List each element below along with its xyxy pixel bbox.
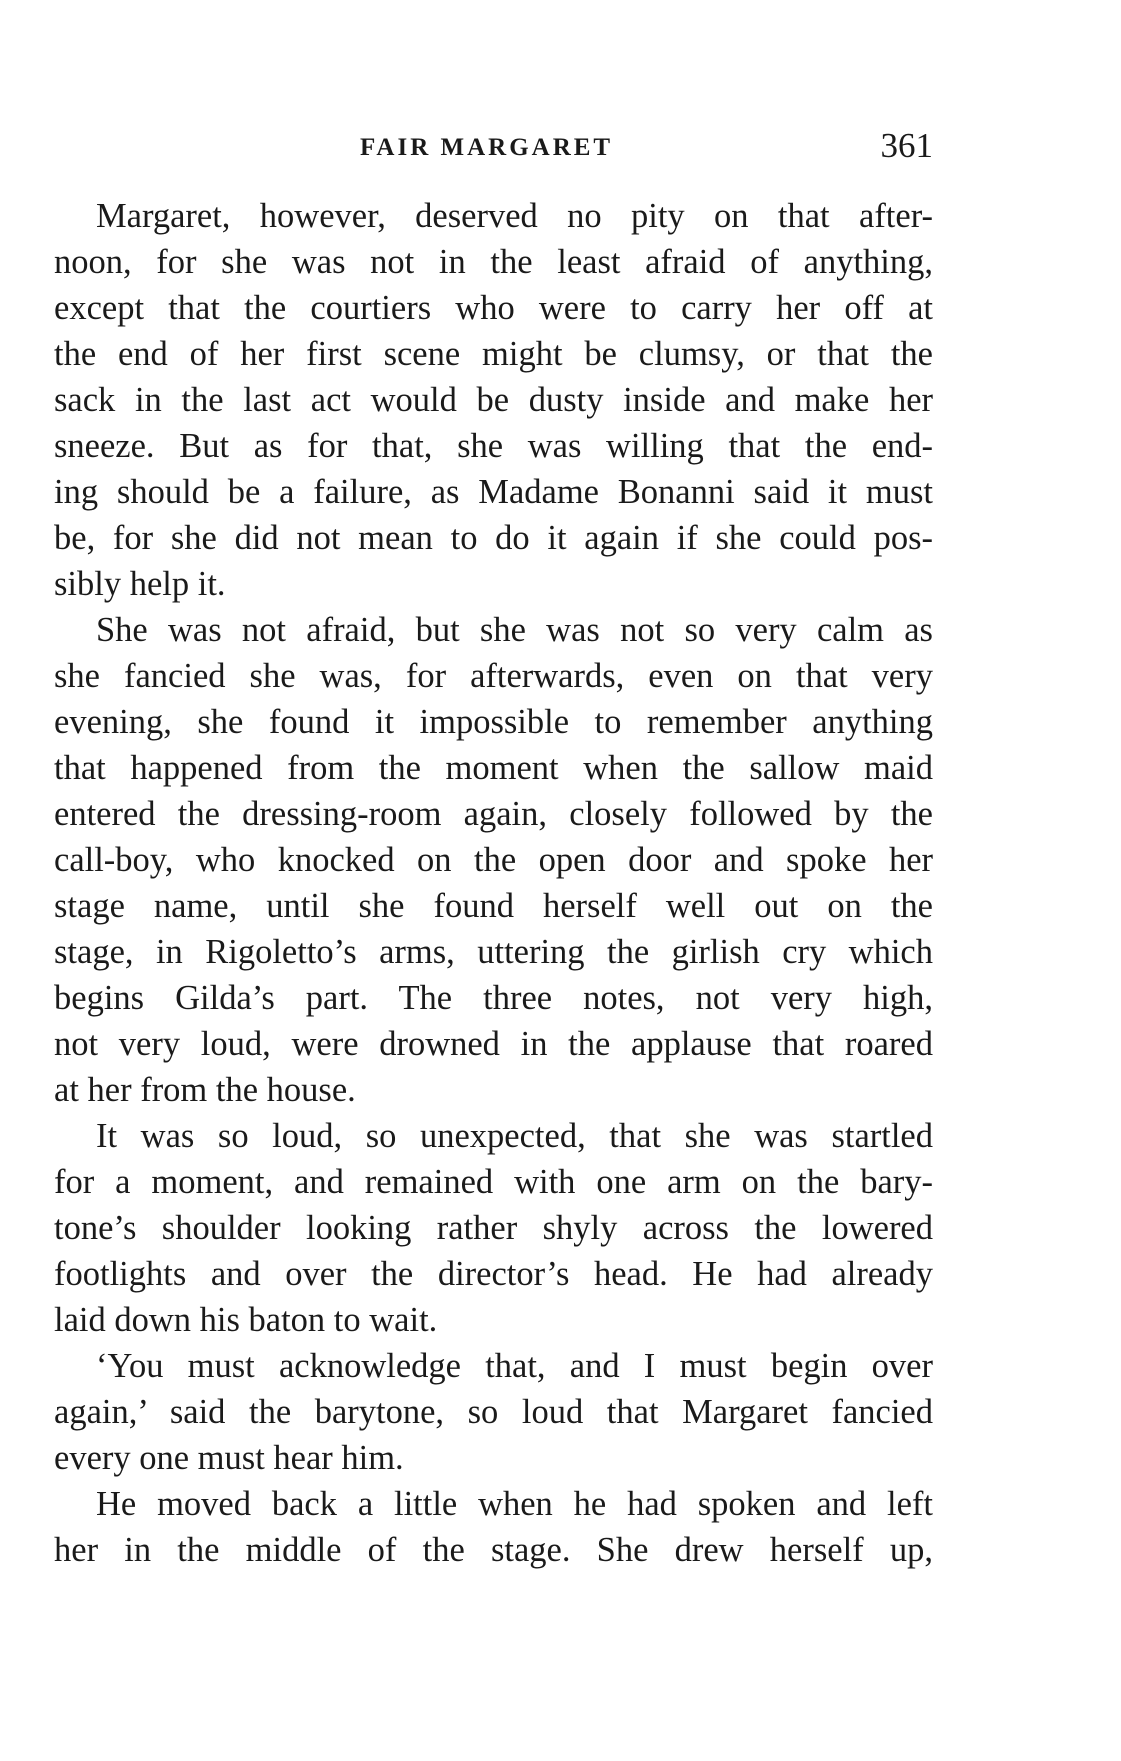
text-line: stage name, until she found herself well out on the xyxy=(54,887,933,925)
body-text xyxy=(54,193,933,1573)
text-line: not very loud, were drowned in the applause that roared xyxy=(54,1025,933,1063)
text-line: sibly help it. xyxy=(54,565,226,603)
text-line: Margaret, however, deserved no pity on that after- xyxy=(96,197,933,235)
text-line: noon, for she was not in the least afraid of anything, xyxy=(54,243,933,281)
text-line: evening, she found it impossible to remember anything xyxy=(54,703,933,741)
text-line: laid down his baton to wait. xyxy=(54,1301,438,1339)
text-line: be, for she did not mean to do it again if she could pos- xyxy=(54,519,933,557)
text-line: ing should be a failure, as Madame Bonanni said it must xyxy=(54,473,933,511)
text-line: again,’ said the barytone, so loud that Margaret fancied xyxy=(54,1393,933,1431)
paragraph-2 xyxy=(54,607,933,1113)
text-line: that happened from the moment when the sallow maid xyxy=(54,749,933,787)
text-line: stage, in Rigoletto’s arms, uttering the girlish cry which xyxy=(54,933,933,971)
paragraph-4 xyxy=(54,1343,933,1481)
text-line: He moved back a little when he had spoken and left xyxy=(96,1485,933,1523)
text-line: the end of her first scene might be clumsy, or that the xyxy=(54,335,933,373)
page-number: 361 xyxy=(880,126,933,165)
text-line: entered the dressing-room again, closely followed by the xyxy=(54,795,933,833)
text-line: begins Gilda’s part. The three notes, not very high, xyxy=(54,979,933,1017)
text-line: sneeze. But as for that, she was willing that the end- xyxy=(54,427,933,465)
text-line: She was not afraid, but she was not so very calm as xyxy=(96,611,933,649)
paragraph-3 xyxy=(54,1113,933,1343)
text-line: for a moment, and remained with one arm on the bary- xyxy=(54,1163,933,1201)
paragraph-5 xyxy=(54,1481,933,1573)
text-line: footlights and over the director’s head. He had already xyxy=(54,1255,933,1293)
text-line: at her from the house. xyxy=(54,1071,356,1109)
text-line: ‘You must acknowledge that, and I must begin over xyxy=(96,1347,933,1385)
text-line: except that the courtiers who were to carry her off at xyxy=(54,289,933,327)
text-line: call-boy, who knocked on the open door and spoke her xyxy=(54,841,933,879)
text-line: her in the middle of the stage. She drew herself up, xyxy=(54,1531,933,1569)
text-line: sack in the last act would be dusty inside and make her xyxy=(54,381,933,419)
text-line: every one must hear him. xyxy=(54,1439,404,1477)
running-title: FAIR MARGARET xyxy=(360,134,614,161)
paragraph-1 xyxy=(54,193,933,607)
text-line: tone’s shoulder looking rather shyly across the lowered xyxy=(54,1209,933,1247)
text-line: It was so loud, so unexpected, that she was startled xyxy=(96,1117,933,1155)
running-head xyxy=(0,126,1121,166)
text-line: she fancied she was, for afterwards, even on that very xyxy=(54,657,933,695)
